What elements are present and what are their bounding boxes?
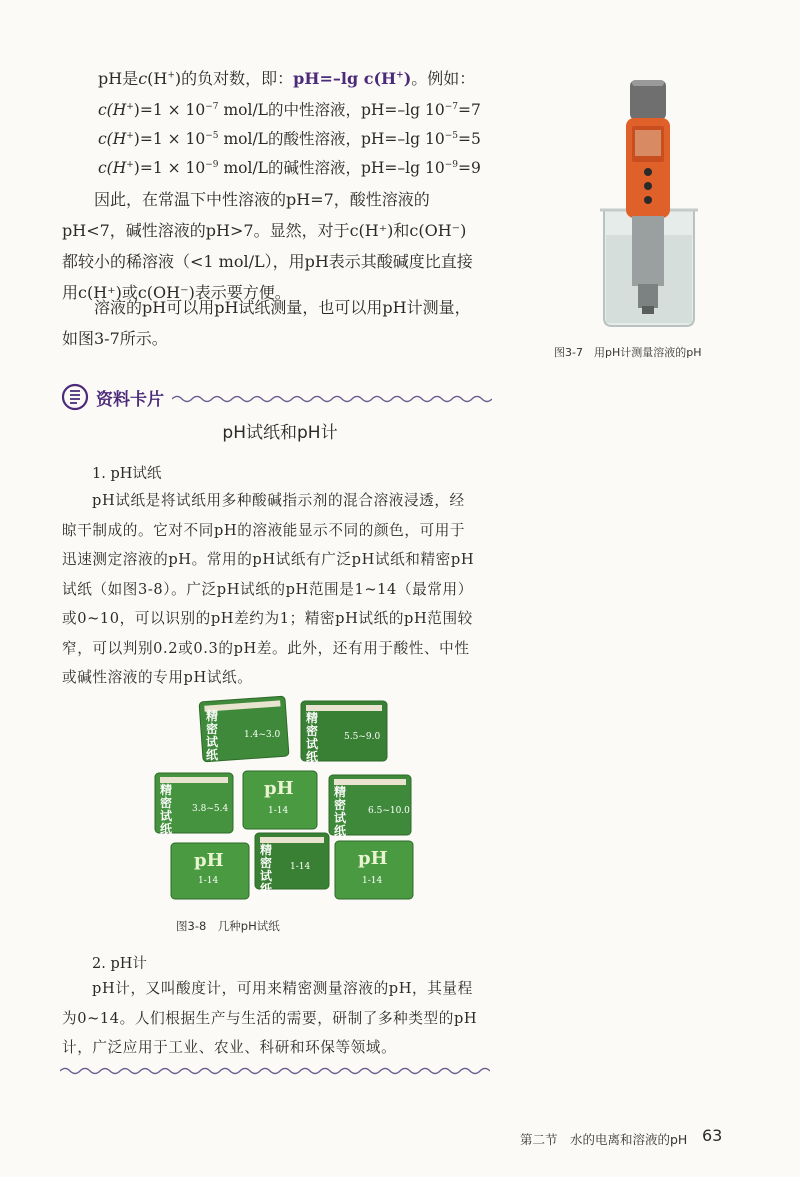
section-1-line: 晾干制成的。它对不同pH的溶液能显示不同的颜色，可用于 — [62, 521, 466, 539]
para2-line1: 溶液的pH可以用pH试纸测量，也可以用pH计测量， — [94, 298, 471, 317]
page-number: 63 — [702, 1126, 723, 1145]
intro-sup: + — [167, 70, 175, 81]
para1-line3: 都较小的稀溶液（<1 mol/L），用pH表示其酸碱度比直接 — [62, 252, 473, 271]
examples-list — [98, 98, 518, 188]
para1-line1: 因此，在常温下中性溶液的pH=7，酸性溶液的 — [94, 190, 430, 209]
intro-text: pH是 — [98, 69, 139, 88]
section-1-body — [62, 486, 494, 693]
section-1-line: 试纸（如图3-8）。广泛pH试纸的pH范围是1~14（最常用） — [62, 580, 473, 598]
ph-paper-box: pH 1-14 — [242, 770, 318, 834]
info-card-title: pH试纸和pH计 — [222, 423, 338, 443]
example-basic: $c(H^+)=1 \times 10^{-9}$ mol/L的碱性溶液，pH=–lg $10^{-9}=9$ — [98, 159, 481, 177]
card-header-wave — [172, 394, 492, 404]
example-acidic: $c(H^+)=1 \times 10^{-5}$ mol/L的酸性溶液，pH=–lg $10^{-5}=5$ — [98, 130, 481, 148]
section-1-line: 或0~10，可以识别的pH差约为1；精密pH试纸的pH范围较 — [62, 610, 473, 627]
ph-paper-box: 精密试纸 1.4~3.0 — [200, 698, 288, 764]
para1-line2: pH<7，碱性溶液的pH>7。显然，对于c(H⁺)和c(OH⁻) — [62, 221, 467, 240]
ph-paper-box: 精密试纸 5.5~9.0 — [300, 700, 388, 766]
info-card-header — [60, 382, 500, 412]
intro-h: (H — [147, 69, 168, 88]
intro-line — [98, 66, 538, 92]
ph-paper-box: 精密试纸 1-14 — [254, 832, 330, 894]
paragraph-ph-comparison — [62, 184, 502, 309]
ph-meter-illustration — [586, 60, 706, 330]
section-2-heading: 2. pH计 — [92, 956, 147, 972]
document-circle-icon — [60, 382, 90, 412]
section-1-line: 迅速测定溶液的pH。常用的pH试纸有广泛pH试纸和精密pH — [62, 551, 475, 568]
ph-paper-box: pH 1-14 — [334, 840, 414, 904]
figure-3-7-ph-meter — [586, 60, 706, 330]
section-2-body — [62, 974, 494, 1063]
ph-paper-box: 精密试纸 6.5~10.0 — [328, 774, 412, 840]
para1-line4: 用c(H⁺)或c(OH⁻)表示要方便。 — [62, 283, 291, 302]
intro-after: )的负对数，即： — [174, 69, 294, 88]
example-neutral: $c(H^+)=1 \times 10^{-7}$ mol/L的中性溶液，pH=–lg $10^{-7}=7$ — [98, 101, 481, 119]
intro-c: c — [138, 69, 148, 88]
formula-sup: + — [396, 70, 404, 81]
figure-3-8-ph-papers — [150, 696, 420, 910]
section-2-line: 为0~14。人们根据生产与生活的需要，研制了多种类型的pH — [62, 1009, 478, 1027]
section-1-line: pH试纸是将试纸用多种酸碱指示剂的混合溶液浸透，经 — [92, 492, 465, 509]
para2-line2: 如图3-7所示。 — [62, 329, 168, 348]
card-bottom-wave — [60, 1066, 490, 1076]
section-2-line: pH计，又叫酸度计，可用来精密测量溶液的pH，其量程 — [92, 980, 473, 997]
section-1-line: 或碱性溶液的专用pH试纸。 — [62, 669, 253, 686]
section-2-line: 计，广泛应用于工业、农业、科研和环保等领域。 — [62, 1039, 397, 1056]
ph-paper-box: pH 1-14 — [170, 842, 250, 904]
ph-paper-box: 精密试纸 3.8~5.4 — [154, 772, 234, 838]
formula-end: ) — [403, 69, 412, 88]
ph-definition-formula: pH=–lg c(H — [293, 69, 397, 88]
figure-3-7-caption: 图3-7 用pH计测量溶液的pH — [554, 346, 702, 359]
section-1-line: 窄，可以判别0.2或0.3的pH差。此外，还有用于酸性、中性 — [62, 639, 470, 657]
paragraph-measurement — [62, 292, 502, 356]
section-1-heading: 1. pH试纸 — [92, 466, 162, 482]
info-card-label: 资料卡片 — [96, 390, 164, 410]
figure-3-8-caption: 图3-8 几种pH试纸 — [176, 919, 280, 933]
intro-suffix: 。例如： — [411, 69, 476, 88]
footer-section-title: 第二节 水的电离和溶液的pH — [520, 1132, 688, 1147]
